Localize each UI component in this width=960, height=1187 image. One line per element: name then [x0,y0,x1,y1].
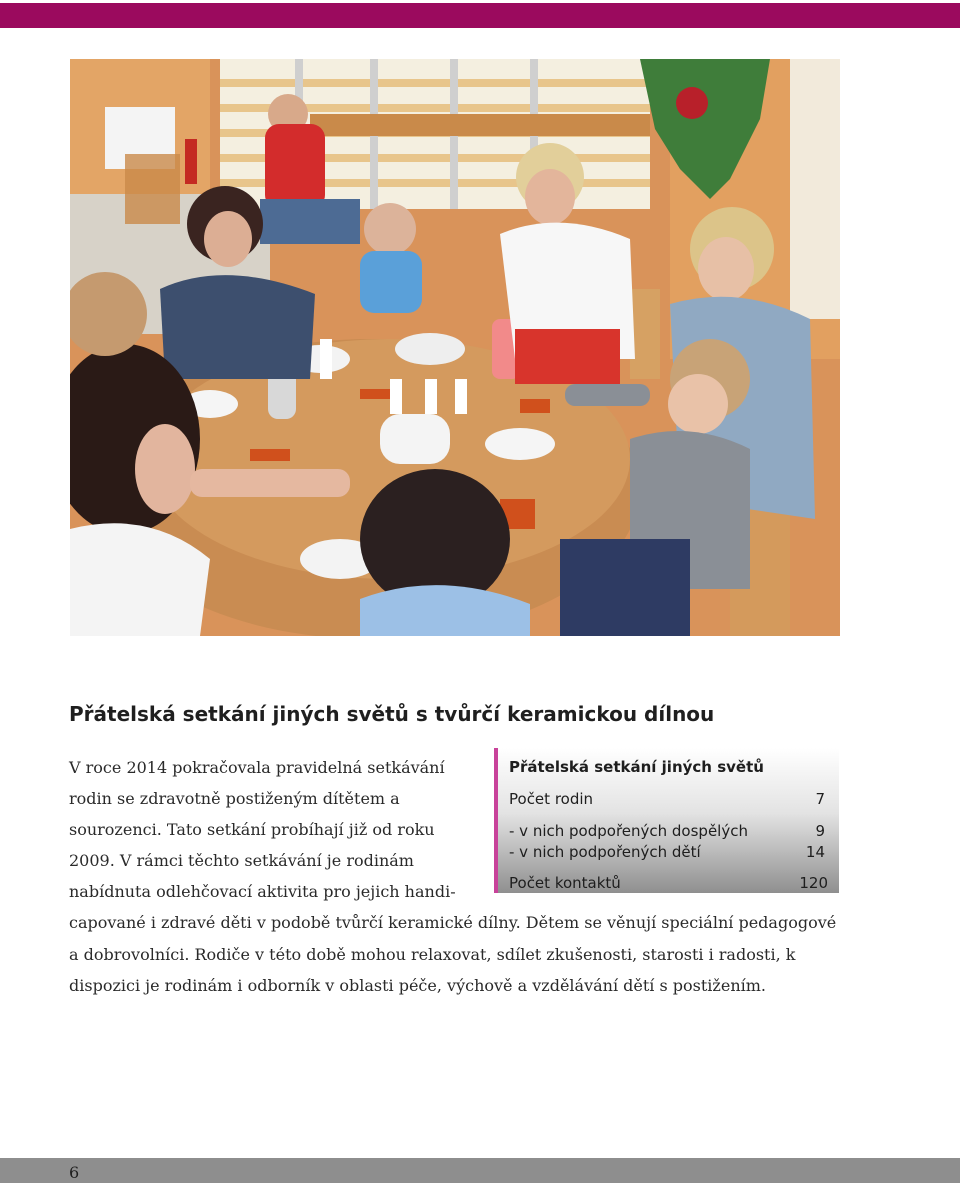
workshop-photo-illustration [70,59,840,636]
stats-row-label: - v nich podpořených dětí [509,843,701,861]
top-accent-bar [0,3,960,28]
stats-row-families [509,784,825,815]
body-paragraph: V roce 2014 pokračovala pravidelná setkávání rodin se zdravotně postiženým dítětem a sourozenci. Tato setkání probíhají již od roku 2009. V rámci těchto setkávání je rodinám nabídnuta odlehčovací aktivita pro jejich handicapované i zdravé děti v podobě tvůrčí keramické dílny. Dětem se věnují speciální pedagogové a dobrovolníci. Rodiče v této době mohou relaxovat, sdílet zkušenosti, starosti i radosti, k dispozici je rodinám i odborník v oblasti péče, výchově a vzdělávání dětí s postižením. [69,758,837,995]
stats-row-value: 14 [805,843,825,861]
stats-box-title: Přátelská setkání jiných světů [509,758,764,776]
bottom-footer-bar [0,1158,960,1183]
section-heading: Přátelská setkání jiných světů s tvůrčí keramickou dílnou [69,702,715,726]
article-body [69,752,839,1001]
stats-box [494,748,839,893]
stats-row-label: Počet rodin [509,790,594,808]
stats-row-value: 120 [799,874,828,892]
stats-row-contacts [509,868,828,899]
stats-row-value: 7 [815,790,825,808]
workshop-photo [70,59,840,636]
stats-row-label: Počet kontaktů [509,874,621,892]
stats-row-label: - v nich podpořených dospělých [509,822,748,840]
stats-row-children [509,837,825,868]
page-number: 6 [69,1163,80,1182]
stats-row-value: 9 [815,822,825,840]
